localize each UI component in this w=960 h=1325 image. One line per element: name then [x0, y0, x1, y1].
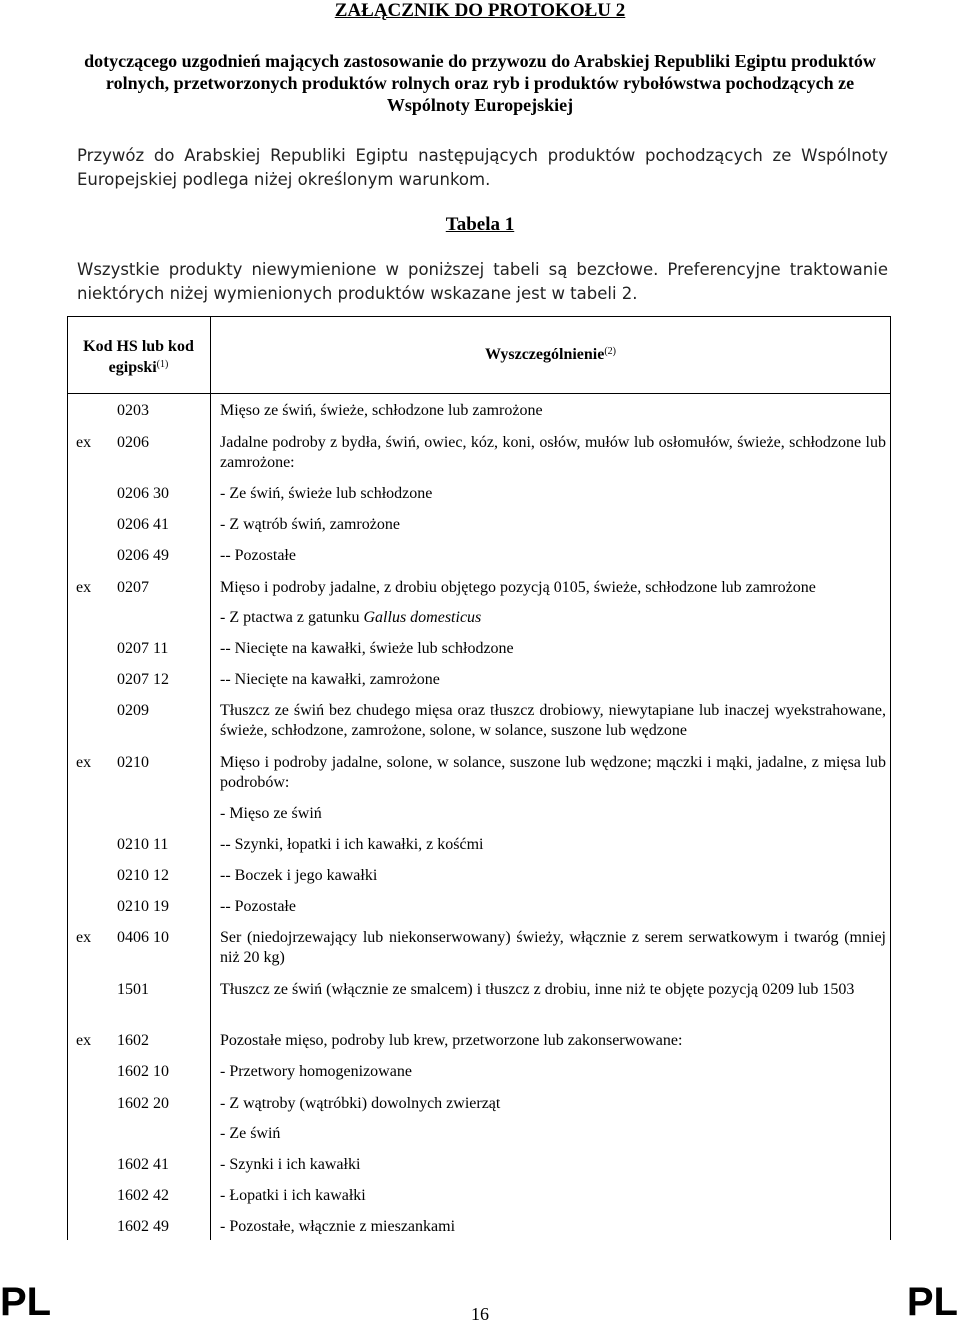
product-description: Tłuszcz ze świń bez chudego mięsa oraz tłuszcz drobiowy, niewytapiane lub inaczej wyekstrahowane, świeże, schłodzone, zamrożone, solone, w solance, suszone lub wędzone [220, 702, 886, 739]
product-description: -- Niecięte na kawałki, zamrożone [220, 671, 440, 688]
hs-code: 0207 12 [117, 671, 169, 688]
product-description: - Szynki i ich kawałki [220, 1156, 361, 1173]
product-description: Ser (niedojrzewający lub niekonserwowany) świeży, włącznie z serem serwatkowym i twaróg (mniej niż 20 kg) [220, 929, 886, 966]
document-title: ZAŁĄCZNIK DO PROTOKOŁU 2 [334, 0, 626, 21]
hs-code: 1602 10 [117, 1063, 169, 1080]
table-column-divider [210, 316, 211, 1240]
hs-code: 0203 [117, 402, 149, 419]
hs-code: 1602 41 [117, 1156, 169, 1173]
footnote-ref: (2) [604, 346, 617, 357]
footnote-ref: (1) [156, 359, 169, 370]
product-description: Pozostałe mięso, podroby lub krew, przetworzone lub zakonserwowane: [220, 1032, 683, 1049]
intro-paragraph: Przywóz do Arabskiej Republiki Egiptu następujących produktów pochodzących ze Wspólnoty Europejskiej podlega niżej określonym warunkom. [77, 146, 888, 189]
page-number: 16 [471, 1304, 489, 1324]
product-description: - Przetwory homogenizowane [220, 1063, 412, 1080]
ex-marker: ex [76, 579, 92, 596]
table-note-paragraph: Wszystkie produkty niewymienione w poniższej tabeli są bezcłowe. Preferencyjne traktowanie niektórych niżej wymienionych produktów wskazane jest w tabeli 2. [77, 260, 888, 303]
ex-marker: ex [76, 929, 92, 946]
hs-code: 0209 [117, 702, 149, 719]
hs-code: 0210 [117, 754, 149, 771]
hs-code: 0210 19 [117, 898, 169, 915]
ex-marker: ex [76, 434, 92, 451]
product-description: -- Pozostałe [220, 547, 296, 564]
hs-code: 0210 12 [117, 867, 169, 884]
product-description [220, 608, 886, 628]
product-description: Mięso ze świń, świeże, schłodzone lub zamrożone [220, 402, 543, 419]
column-header-code-label: Kod HS lub kod egipski [83, 338, 194, 376]
hs-code: 1602 42 [117, 1187, 169, 1204]
product-description: - Z wątroby (wątróbki) dowolnych zwierząt [220, 1095, 501, 1112]
product-description: - Mięso ze świń [220, 805, 322, 822]
species-name: Gallus domesticus [363, 609, 482, 626]
product-description: - Ze świń [220, 1125, 281, 1142]
hs-code: 0206 30 [117, 485, 169, 502]
product-description: - Ze świń, świeże lub schłodzone [220, 485, 433, 502]
product-description: - Z wątrób świń, zamrożone [220, 516, 400, 533]
table-title: Tabela 1 [445, 214, 515, 235]
column-header-description [210, 344, 891, 366]
product-description: Mięso i podroby jadalne, z drobiu objętego pozycją 0105, świeże, schłodzone lub zamrożone [220, 579, 816, 596]
column-header-description-label: Wyszczególnienie [484, 346, 605, 363]
product-description: Mięso i podroby jadalne, solone, w solance, suszone lub wędzone; mączki i mąki, jadalne, z mięsa lub podrobów: [220, 754, 886, 791]
product-description: -- Niecięte na kawałki, świeże lub schłodzone [220, 640, 514, 657]
hs-code: 1501 [117, 981, 149, 998]
ex-marker: ex [76, 754, 92, 771]
column-header-code [67, 336, 210, 378]
document-subtitle: dotyczącego uzgodnień mających zastosowanie do przywozu do Arabskiej Republiki Egiptu produktów rolnych, przetworzonych produktów rolnych oraz ryb i produktów rybołówstwa pochodzących ze Wspólnoty Europejskiej [84, 51, 876, 115]
hs-code: 0207 [117, 579, 149, 596]
footer-language-code-right: PL [906, 1280, 958, 1324]
hs-code: 1602 [117, 1032, 149, 1049]
hs-code: 0406 10 [117, 929, 169, 946]
hs-code: 0206 41 [117, 516, 169, 533]
hs-code: 1602 20 [117, 1095, 169, 1112]
product-description: - Pozostałe, włącznie z mieszankami [220, 1218, 456, 1235]
description-text: - Z ptactwa z gatunku [220, 609, 364, 626]
hs-code: 0210 11 [117, 836, 169, 853]
product-description: Jadalne podroby z bydła, świń, owiec, kóz, koni, osłów, mułów lub osłomułów, świeże, schłodzone lub zamrożone: [220, 434, 886, 471]
product-description: - Łopatki i ich kawałki [220, 1187, 366, 1204]
footer-language-code-left: PL [0, 1280, 52, 1324]
product-description: -- Pozostałe [220, 898, 296, 915]
ex-marker: ex [76, 1032, 92, 1049]
product-description: Tłuszcz ze świń (włącznie ze smalcem) i tłuszcz z drobiu, inne niż te objęte pozycją 0209 lub 1503 [220, 981, 855, 998]
product-description: -- Szynki, łopatki i ich kawałki, z kośćmi [220, 836, 484, 853]
product-description: -- Boczek i jego kawałki [220, 867, 378, 884]
table-header-divider [67, 393, 891, 394]
hs-code: 1602 49 [117, 1218, 169, 1235]
hs-code: 0207 11 [117, 640, 169, 657]
hs-code: 0206 [117, 434, 149, 451]
hs-code: 0206 49 [117, 547, 169, 564]
